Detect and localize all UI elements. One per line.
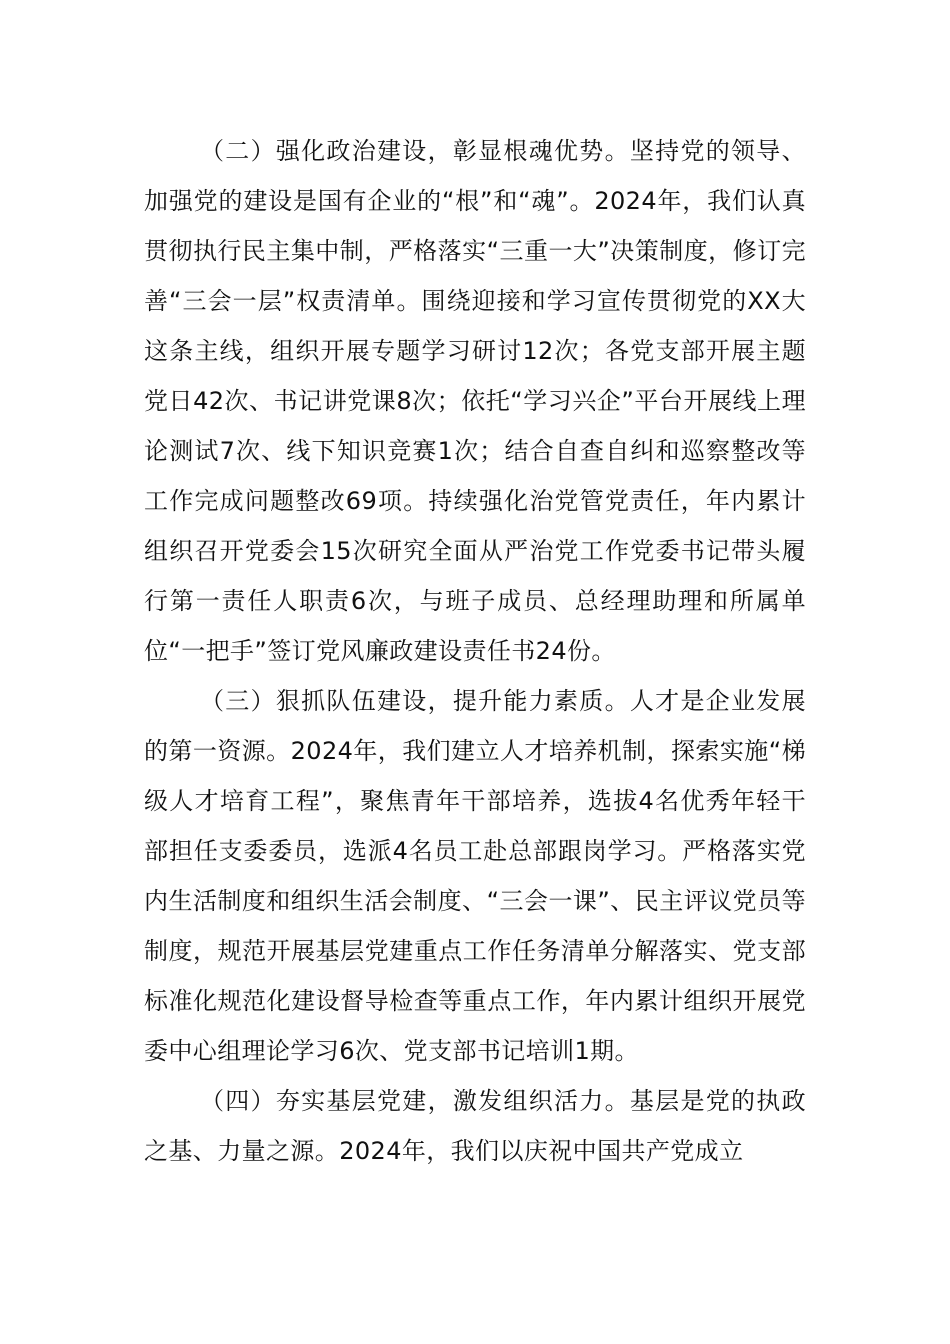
paragraph-grassroots-party-building: （四）夯实基层党建，激发组织活力。基层是党的执政之基、力量之源。2024年，我们以庆祝中国共产党成立 <box>144 1087 806 1165</box>
document-body <box>144 126 806 1176</box>
paragraph-political-building: （二）强化政治建设，彰显根魂优势。坚持党的领导、加强党的建设是国有企业的“根”和“魂”。2024年，我们认真贯彻执行民主集中制，严格落实“三重一大”决策制度，修订完善“三会一层”权责清单。围绕迎接和学习宣传贯彻党的XX大这条主线，组织开展专题学习研讨12次；各党支部开展主题党日42次、书记讲党课8次；依托“学习兴企”平台开展线上理论测试7次、线下知识竞赛1次；结合自查自纠和巡察整改等工作完成问题整改69项。持续强化治党管党责任，年内累计组织召开党委会15次研究全面从严治党工作党委书记带头履行第一责任人职责6次，与班子成员、总经理助理和所属单位“一把手”签订党风廉政建设责任书24份。 <box>144 137 806 665</box>
paragraph-team-building: （三）狠抓队伍建设，提升能力素质。人才是企业发展的第一资源。2024年，我们建立人才培养机制，探索实施“梯级人才培育工程”，聚焦青年干部培养，选拔4名优秀年轻干部担任支委委员，选派4名员工赴总部跟岗学习。严格落实党内生活制度和组织生活会制度、“三会一课”、民主评议党员等制度，规范开展基层党建重点工作任务清单分解落实、党支部标准化规范化建设督导检查等重点工作，年内累计组织开展党委中心组理论学习6次、党支部书记培训1期。 <box>144 687 806 1065</box>
